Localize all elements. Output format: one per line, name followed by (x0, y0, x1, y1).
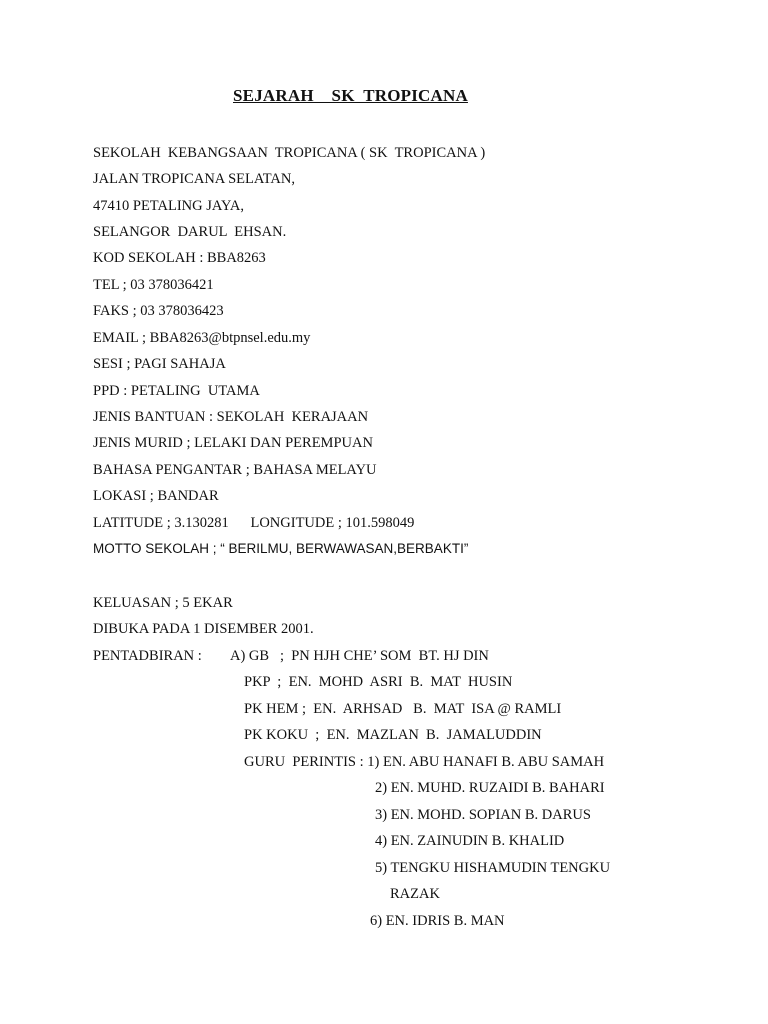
senior-assistant-student-affairs: PK HEM ; EN. ARHSAD B. MAT ISA @ RAMLI (244, 701, 562, 717)
motto: MOTTO SEKOLAH ; “ BERILMU, BERWAWASAN,BERBAKTI” (93, 541, 469, 556)
coordinates: LATITUDE ; 3.130281 LONGITUDE ; 101.598049 (93, 515, 415, 531)
email: EMAIL ; BBA8263@btpnsel.edu.my (93, 330, 311, 346)
address-city: 47410 PETALING JAYA, (93, 198, 244, 214)
pioneer-teacher-6: 6) EN. IDRIS B. MAN (370, 913, 505, 929)
student-type: JENIS MURID ; LELAKI DAN PEREMPUAN (93, 435, 373, 451)
opened-date: DIBUKA PADA 1 DISEMBER 2001. (93, 621, 314, 637)
fax: FAKS ; 03 378036423 (93, 303, 224, 319)
language: BAHASA PENGANTAR ; BAHASA MELAYU (93, 462, 377, 478)
address-state: SELANGOR DARUL EHSAN. (93, 224, 287, 240)
school-name: SEKOLAH KEBANGSAAN TROPICANA ( SK TROPICANA ) (93, 145, 486, 161)
senior-assistant-cocurriculum: PK KOKU ; EN. MAZLAN B. JAMALUDDIN (244, 727, 542, 743)
telephone: TEL ; 03 378036421 (93, 277, 214, 293)
pioneer-teacher-5-cont: RAZAK (390, 886, 440, 902)
location: LOKASI ; BANDAR (93, 488, 219, 504)
administration-label: PENTADBIRAN : (93, 648, 202, 664)
pioneer-teacher-5: 5) TENGKU HISHAMUDIN TENGKU (375, 860, 611, 876)
school-code: KOD SEKOLAH : BBA8263 (93, 250, 266, 266)
address-street: JALAN TROPICANA SELATAN, (93, 171, 295, 187)
senior-assistant-admin: PKP ; EN. MOHD ASRI B. MAT HUSIN (244, 674, 513, 690)
headmaster: A) GB ; PN HJH CHE’ SOM BT. HJ DIN (230, 648, 489, 664)
aid-type: JENIS BANTUAN : SEKOLAH KERAJAAN (93, 409, 369, 425)
pioneer-teacher-3: 3) EN. MOHD. SOPIAN B. DARUS (375, 807, 591, 823)
district-office: PPD : PETALING UTAMA (93, 383, 260, 399)
area: KELUASAN ; 5 EKAR (93, 595, 233, 611)
pioneer-teacher-2: 2) EN. MUHD. RUZAIDI B. BAHARI (375, 780, 605, 796)
session: SESI ; PAGI SAHAJA (93, 356, 226, 372)
pioneer-teacher-4: 4) EN. ZAINUDIN B. KHALID (375, 833, 565, 849)
document-title: SEJARAH SK TROPICANA (233, 86, 468, 105)
pioneer-teachers: GURU PERINTIS : 1) EN. ABU HANAFI B. ABU SAMAH (244, 754, 605, 770)
